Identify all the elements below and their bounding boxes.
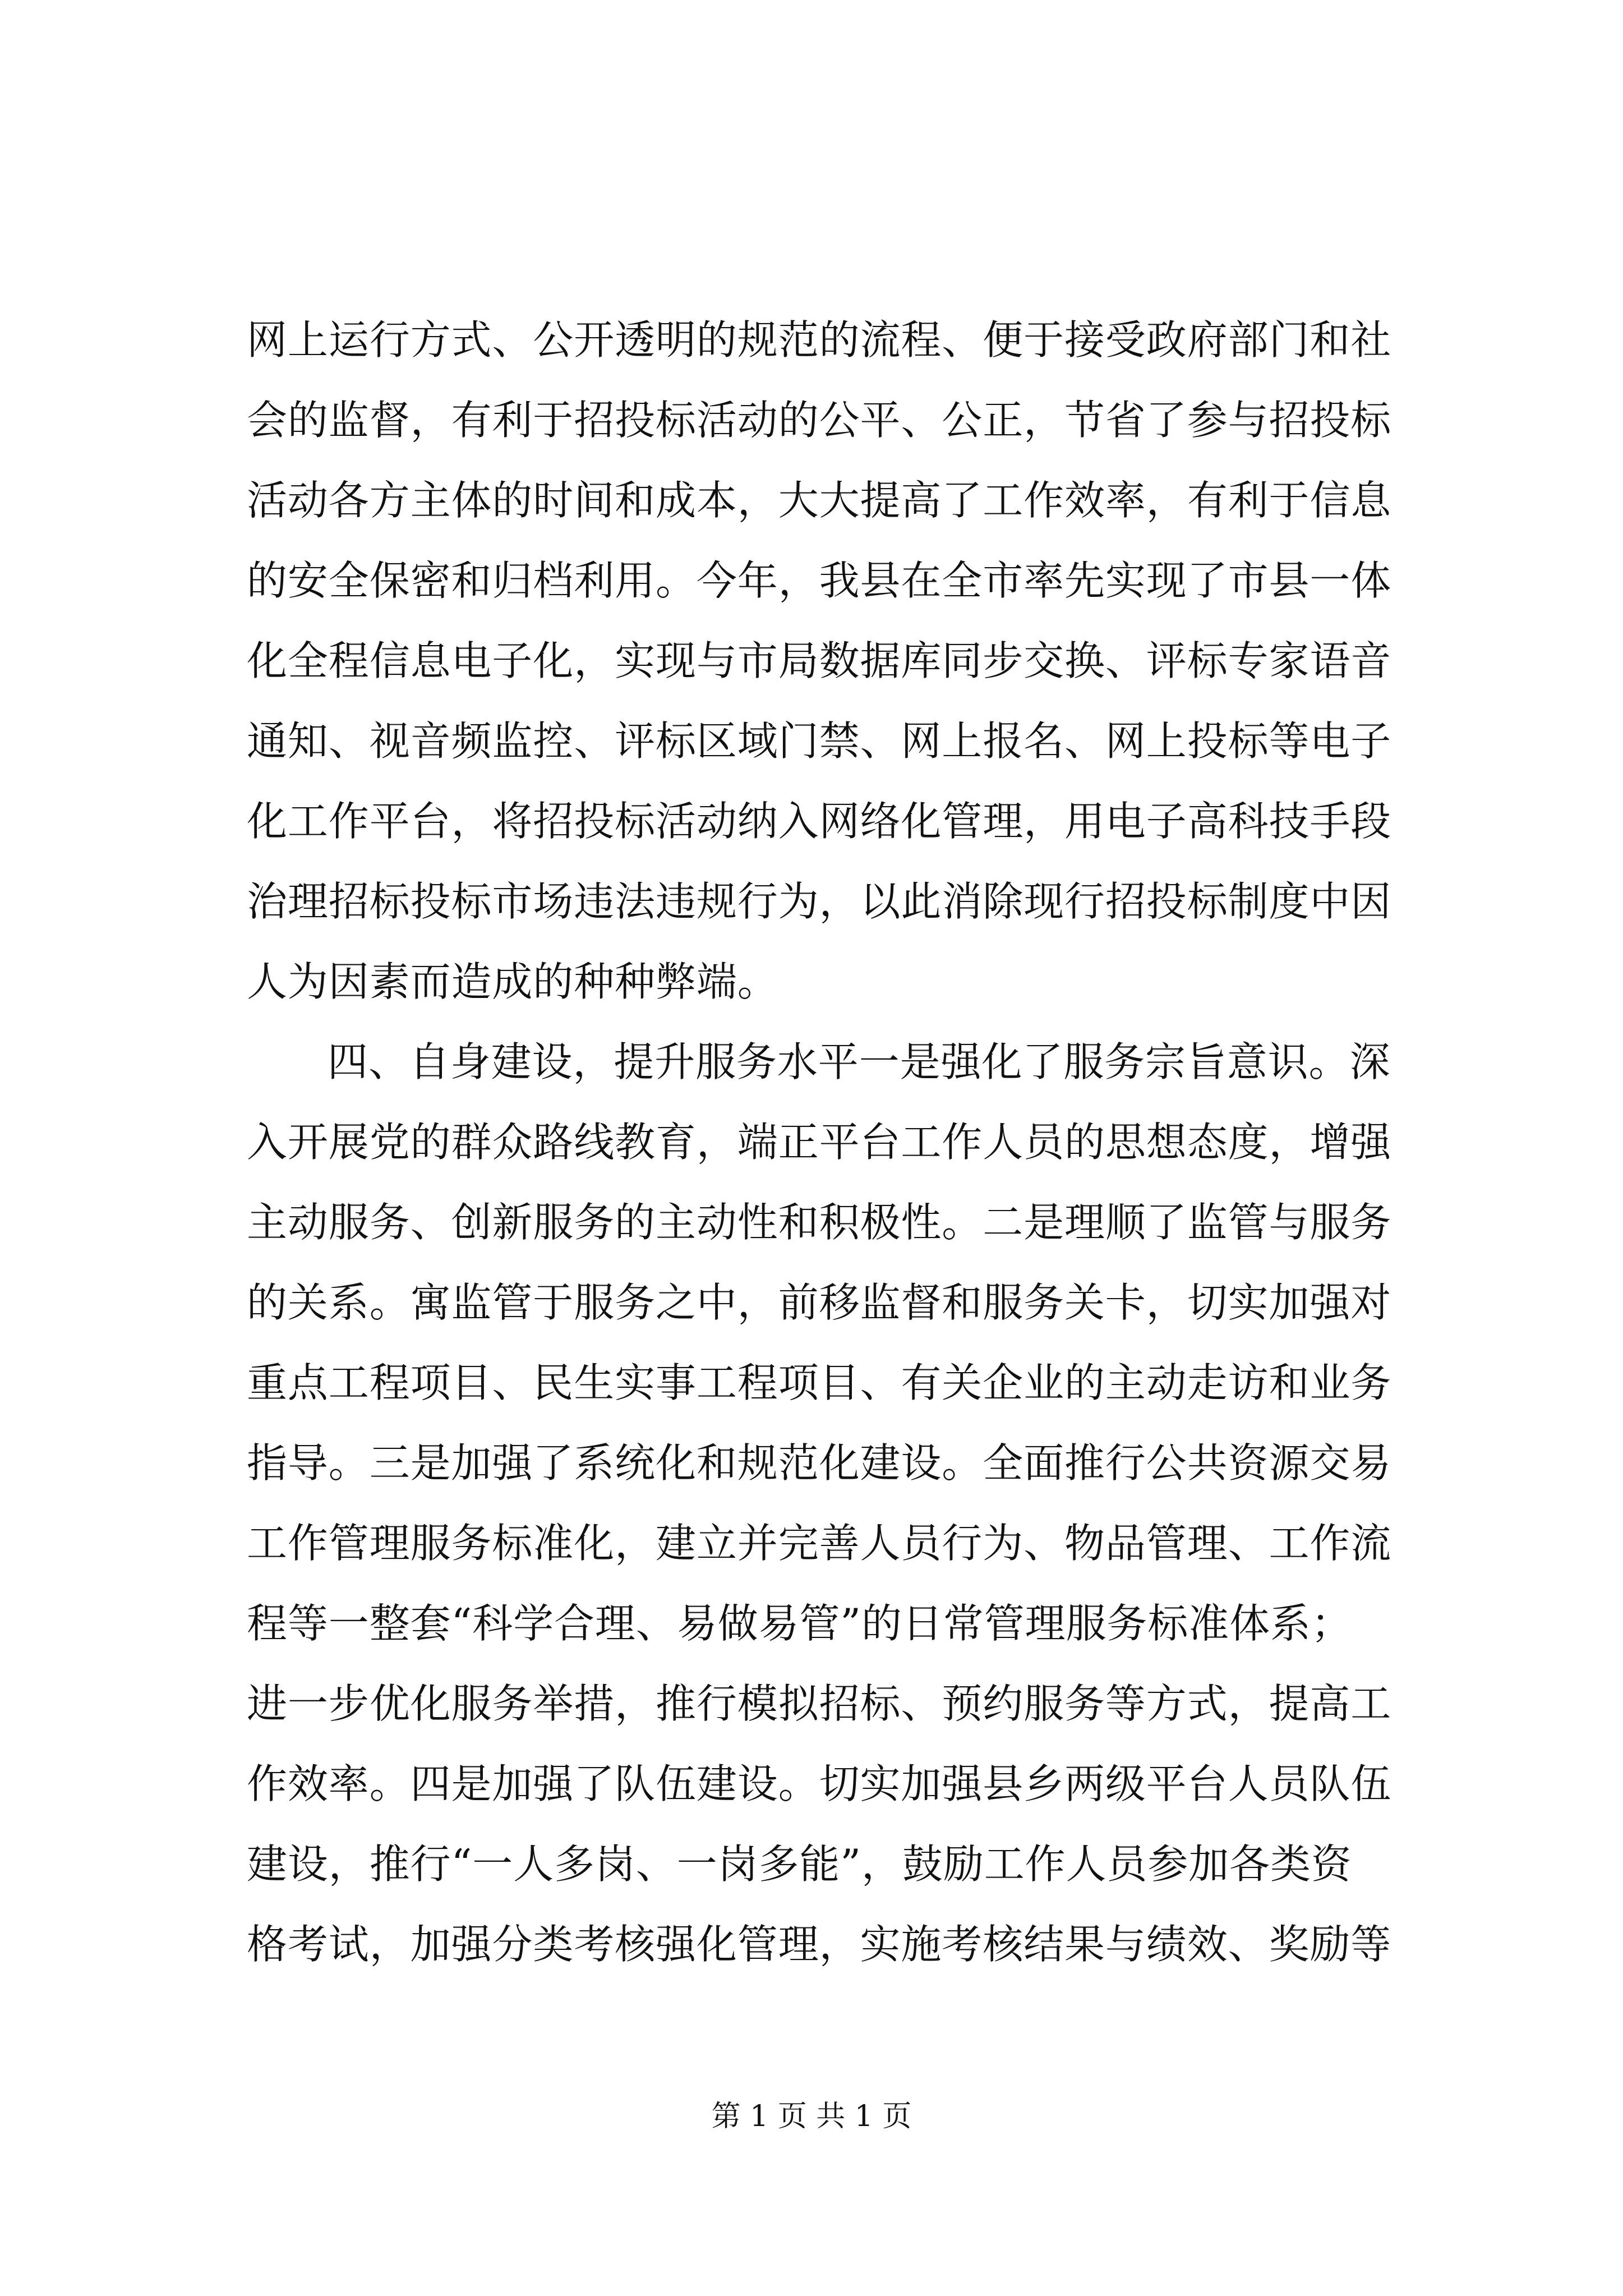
text-line: 工作管理服务标准化，建立并完善人员行为、物品管理、工作流 xyxy=(247,1520,1392,1567)
text-line: 人为因素而造成的种种弊端。 xyxy=(247,958,778,1005)
section-heading-line: 四、自身建设，提升服务水平一是强化了服务宗旨意识。深 xyxy=(328,1038,1391,1085)
text-line: 治理招标投标市场违法违规行为，以此消除现行招投标制度中因 xyxy=(247,878,1392,925)
text-line: 重点工程项目、民生实事工程项目、有关企业的主动走访和业务 xyxy=(247,1359,1392,1406)
text-line: 网上运行方式、公开透明的规范的流程、便于接受政府部门和社 xyxy=(247,316,1392,364)
text-line: 化工作平台，将招投标活动纳入网络化管理，用电子高科技手段 xyxy=(247,798,1392,845)
text-line: 的安全保密和归档利用。今年，我县在全市率先实现了市县一体 xyxy=(247,557,1392,604)
text-line: 程等一整套“科学合理、易做易管”的日常管理服务标准体系； xyxy=(247,1600,1352,1647)
body-text xyxy=(247,300,1447,1985)
text-line: 进一步优化服务举措，推行模拟招标、预约服务等方式，提高工 xyxy=(247,1680,1392,1727)
text-line: 作效率。四是加强了队伍建设。切实加强县乡两级平台人员队伍 xyxy=(247,1760,1392,1807)
text-line: 会的监督，有利于招投标活动的公平、公正，节省了参与招投标 xyxy=(247,397,1392,444)
text-line: 格考试，加强分类考核强化管理，实施考核结果与绩效、奖励等 xyxy=(247,1921,1392,1968)
page-footer: 第 1 页 共 1 页 xyxy=(711,2100,912,2133)
text-line: 主动服务、创新服务的主动性和积极性。二是理顺了监管与服务 xyxy=(247,1199,1392,1246)
text-line: 建设，推行“一人多岗、一岗多能”，鼓励工作人员参加各类资 xyxy=(247,1841,1352,1888)
text-line: 化全程信息电子化，实现与市局数据库同步交换、评标专家语音 xyxy=(247,637,1392,684)
text-line: 活动各方主体的时间和成本，大大提高了工作效率，有利于信息 xyxy=(247,477,1392,524)
text-line: 入开展党的群众路线教育，端正平台工作人员的思想态度，增强 xyxy=(247,1119,1392,1166)
text-line: 通知、视音频监控、评标区域门禁、网上报名、网上投标等电子 xyxy=(247,717,1392,765)
text-line: 指导。三是加强了系统化和规范化建设。全面推行公共资源交易 xyxy=(247,1439,1392,1487)
text-line: 的关系。寓监管于服务之中，前移监督和服务关卡，切实加强对 xyxy=(247,1279,1392,1326)
